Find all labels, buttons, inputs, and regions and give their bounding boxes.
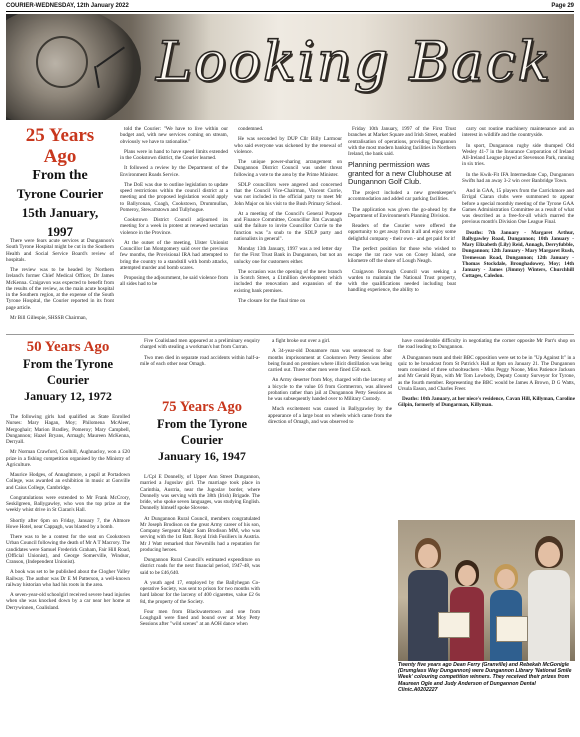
s75-paragraph: At Dungannon Rural Council, members congratulated Mr Joseph Brodison on the great Army career of his son, Company Sergeant Major Sam Brodison MM, who was serving with the 1st Batt. Royal Irish Fusiliers in Austria. Mr J Watt remarked that Newmills had a reputation for producing heroes. — [140, 515, 260, 553]
headline-75-line4: January 16, 1947 — [158, 449, 246, 463]
photo-person-2 — [450, 560, 484, 661]
s25-paragraph: SDLP councillors were angered and concerned that the Council Vice-Chairman, Vincent Currie, was not included in the official party to meet Mr John Major on his visit to the Bush Primary School. — [234, 181, 342, 207]
s75-paragraph: Dungannon Rural Council's estimated expenditure on district roads for the next financial period, 1947-48, was said to be £46,640. — [140, 557, 260, 576]
headline-50-line1: 50 Years Ago — [26, 339, 110, 355]
s50-paragraph: Maurice Hodges, of Annaghmore, a pupil at Portadown College, was awarded an exhibition in music at Gonville and Caius College, Cambridge. — [6, 472, 130, 491]
s25-column-5 — [462, 126, 574, 284]
s25-paragraph: The application was given the go-ahead by the Department of Environment's Planning Division. — [348, 206, 456, 219]
headline-25-line6: 1997 — [47, 224, 73, 239]
s25-paragraph: In sport, Dungannon rugby side thumped Old Wesley 41-7 in the Insurance Corporation of Ireland All-Ireland League played at Stevenson Park, running in six tries. — [462, 142, 574, 168]
s25-paragraph: It followed a review by the Department of the Environment Roads Service. — [120, 165, 228, 178]
banner-title: Looking Back — [156, 30, 553, 93]
s25-paragraph: At the outset of the meeting, Ulster Unionist Councillor Ian Montgomery said over the previous few months, the Provisional IRA had attempted to bring the country to a standstill with bomb attacks, attempted murder and bomb scares. — [120, 239, 228, 271]
section-divider — [6, 334, 574, 335]
headline-50-line2: From the Tyrone — [22, 357, 114, 371]
header-publication-date: COURIER-WEDNESDAY, 12th January 2022 — [6, 3, 129, 9]
s50-paragraph: have considerable difficulty in negotiating the corner opposite Mr Parr's shop on the road leading to Dungannon. — [398, 338, 575, 351]
s25-column-1 — [6, 238, 114, 325]
face — [458, 565, 476, 586]
s25-subheading: Planning permission was granted for a new Clubhouse at Dungannon Golf Club. — [348, 160, 452, 187]
s50-paragraph: Much excitement was caused in Ballygawley by the appearance of a large boat on wheels which came from the direction of Omagh, and was observed to — [268, 406, 392, 425]
torso — [528, 570, 570, 661]
headline-25-years — [6, 126, 114, 242]
s50-column-3 — [268, 338, 392, 429]
headline-75-years — [140, 398, 264, 465]
photo-person-4 — [528, 536, 570, 661]
s25-paragraph: condemned. — [238, 126, 264, 132]
s50-paragraph: Two men died in separate road accidents within half-a-mile of each other near Omagh. — [140, 354, 260, 367]
s50-paragraph: A seven-year-old schoolgirl received severe head injuries when she was knocked down by a car near her home at Derrywinnen, Coalisland. — [6, 592, 130, 611]
s25-paragraph: And in GAA, 15 players from the Carrickmore and Errigal Ciaran clubs were summoned to appear before a special monthly meeting of the Tyrone GAA Games Administration Committee as a result of what was described as a free-for-all which marred the previous month's Division One League Final. — [462, 188, 574, 226]
photo-certificate-right — [496, 616, 528, 642]
s25-paragraph: Proposing the adjournment, he said violence from all sides had to be — [120, 275, 228, 288]
headline-50-years — [6, 338, 130, 405]
s25-paragraph: The DoE was due to outline legislation to update speed restrictions within the council district at a meeting and the proposed legislation would apply to Ballyronan, Coagh, Cookstown, Drummullan, Pomeroy, Stewartstown and Tullyhogue. — [120, 181, 228, 213]
prize-winners-photo — [398, 520, 575, 661]
s25-column-4 — [348, 126, 456, 298]
s25-paragraph: The project included a new greenkeeper's accommodation and added car parking facilities. — [348, 190, 456, 203]
s25-paragraph: Friday 10th January, 1997 of the First Trust branches at Market Square and Irish Street, enabled centralisation of operations, providing Dungannon with the most modern banking facilities in Northern Ireland, the bank said. — [348, 126, 456, 157]
headline-50-line3: Courier — [46, 373, 90, 387]
s50-paragraph: Mr Norman Crawford, Coolhill, Aughnacloy, won a £20 prize in a fishing competition organised by the Ministry of Agriculture. — [6, 449, 130, 468]
looking-back-banner — [6, 14, 574, 120]
headline-75-line2: From the Tyrone — [156, 417, 248, 431]
s25-paragraph: Mr Bill Gillespie, SHSSB Chairman, — [10, 314, 87, 321]
face — [497, 569, 515, 589]
s50-paragraph: Five Coalisland men appeared at a preliminary enquiry charged with stealing a workman's hut from Curran. — [140, 338, 260, 351]
s25-paragraph: Cookstown District Council adjourned its meeting for a week in protest at renewed sectarian violence in the Province. — [120, 217, 228, 236]
headline-75-line1: 75 Years Ago — [161, 399, 242, 415]
s25-paragraph: Craigavon Borough Council was seeking a warden to maintain the National Trust property, with the qualifications needed including boat handling experience, the ability to — [348, 268, 456, 294]
s50-deaths: Deaths: 10th January, at her niece's residence, Cavan Hill, Killyman, Caroline Gilpin, formerly of Dungarman, Killyman. — [398, 396, 575, 409]
page-header — [0, 0, 580, 13]
s50-paragraph: Shortly after 6pm on Friday, January 7, the Altmore Howe Hotel, near Cappagh, was blasted by a bomb. — [6, 517, 130, 530]
headline-50-line4: January 12, 1972 — [24, 389, 112, 403]
s25-paragraph: The perfect position for those who wished to escape the rat race was on Coney Island, one kilometre off the shore of Lough Neagh. — [348, 245, 456, 265]
s75-paragraph: Four men from Blackwatertown and one from Loughgall were fined and bound over at Moy Petty Sessions after "wild scenes" at an AOH dance when — [140, 608, 260, 628]
headline-25-line1: 25 Years — [25, 125, 95, 146]
s50-column-1 — [6, 414, 130, 615]
s25-paragraph: carry out routine machinery maintenance and an interest in wildlife and the countryside. — [462, 126, 574, 139]
s25-paragraph: Readers of the Courier were offered the opportunity to get away from it all and enjoy some delightful company - their own - and get paid for it! — [348, 223, 456, 242]
face — [418, 544, 438, 568]
photo-person-1 — [408, 538, 448, 661]
s75-paragraph: A youth aged 17, employed by the Ballyhegan Co-operative Society, was sent to prison for two months with hard labour for the larceny of 400 cigarettes, value £2 6s 8d, the property of the Society. — [140, 579, 260, 605]
s25-paragraph: There were fears acute services at Dungannon's South Tyrone Hospital might be cut in the Southern Health and Social Service Board's review of hospitals. — [6, 238, 114, 263]
s50-column-2-top — [140, 338, 260, 371]
photo-person-3 — [490, 564, 522, 661]
s25-column-2 — [120, 126, 228, 292]
photo-certificate-left — [438, 612, 470, 638]
s25-paragraph: At a meeting of the Council's General Purpose and Finance Committee, Councillor Jim Cavanagh said the failure to invite Councillor Currie to the function was "a snub to the SDLP party and nationalists in general". — [234, 210, 342, 242]
s25-paragraph: told the Courier: "We have to live within our budget and, with new services coming on stream, obviously we have to rationalise." — [120, 126, 228, 145]
clock-image — [6, 14, 141, 120]
s25-column-3 — [234, 126, 342, 308]
s25-paragraph: Plans were in hand to have speed limits extended in the Cookstown district, the Courier learned. — [120, 148, 228, 161]
header-rule — [6, 11, 574, 12]
s50-paragraph: a fight broke out over a girl. — [272, 338, 331, 344]
s50-paragraph: There was to be a contest for the seat on Cookstown Urban Council following the death of Mr A T Macrory. The candidates were Samuel Frederick Graham, Fair Hill Road, (Official Unionist), and George Somerville, Windsor, Cranson, (Independent Unionist). — [6, 534, 130, 565]
s25-deaths: Deaths: 7th January - Margaret Arthur, Ballygawley Road, Dungannon; 10th January - Mary Elizabeth (Lily) Reid, Annagh, Derryfubble, Dungannon; 12th January - Mary Margaret Rush, Tremessan Road, Dungannon; 12th January - Thomas Stockdale, Broughadowey, Moy; 14th January - James (Jimmy) Winters, Churchhill Cottages, Caledon. — [462, 229, 574, 280]
face — [538, 542, 560, 567]
s25-paragraph: The closure for the final time on — [238, 297, 306, 304]
photo-caption: Twenty five years ago Dean Ferry (Granville) and Rebekah McGonigle (Drumglass Way Dungannon) were Dungannon Library 'National Smile Week' colouring competition winners. They received their prizes from Maureen Ogle and Judy Anderson of Dungannon Dental Clinic.A0202227 — [398, 662, 572, 693]
headline-25-line2: Ago — [43, 146, 77, 167]
s50-paragraph: A book was set to be published about the Clogher Valley Railway. The author was Dr E M Patterson, a well-known railway historian who had his roots in the area. — [6, 569, 130, 588]
s75-column — [140, 474, 260, 632]
headline-25-line3: From the — [32, 168, 88, 183]
s50-paragraph: Congratulations were extended to Mr Frank McCrory, Seskilgreen, Ballygawley, who won the top prize at the weekly whist drive in St Ciaran's Hall. — [6, 494, 130, 514]
header-page-number: Page 29 — [551, 3, 574, 9]
s25-paragraph: In the Kwik-Fit IFA Intermediate Cup, Dungannon Swifts had an away 3-2 win over Banbridge Town. — [462, 171, 574, 184]
s25-paragraph: Monday 13th January, 1997 was a red letter day for the First Trust Bank in Dungannon, but not an unlucky one for customers either. — [234, 246, 342, 265]
s25-paragraph: The review was to be headed by Northern Ireland's former Chief Medical Officer, Dr James McKenna. Craigavon was expected to benefit from the results of the review, as the main acute hospital in the Southern region, at the expense of the South Tyrone Hospital, the Courier reported in its front page article. — [6, 267, 114, 311]
s25-paragraph: He was seconded by DUP Cllr Billy Larmour who said everyone was sickened by the renewal of violence. — [234, 136, 342, 155]
s25-paragraph: The occasion was the opening of the new branch in Scotch Street, a £1million development which included the renovation and expansion of the existing bank premises. — [234, 268, 342, 294]
s50-paragraph: A 34-year-old Donamore man was sentenced to four months imprisonment at Cookstown Petty Sessions after being found on premises where illicit distillation was being carried out. Three other men were fined £50 each. — [268, 348, 392, 373]
s25-paragraph: The unique power-sharing arrangement on Dungannon District Council was under threat following a vote to the area by the Prime Minister. — [234, 159, 342, 178]
headline-75-line3: Courier — [180, 433, 224, 447]
s50-paragraph: A Dungannon team and their BBC opposition were set to be in "Up Against It" in a quiz to be broadcast from St Patrick's Hall at 8pm on January 21. The Dungannon team consisted of three schoolteachers - Miss Peggy Noone, Miss Patience Jackson and Mr Gerald Ryan, with Mr Tom Lowbody, Deputy County Surveyor for Tyrone, as the fourth member. Representing the BBC would be James A Brown, D G Watts, Ursula Eason, and Charles Freer. — [398, 354, 575, 392]
s50-paragraph: The following girls had qualified as State Enrolled Nurses: Mary Hagan, Moy; Philomena McAleer, Mergoghair; Marion Bradley, Pomeroy; Mary Campbell, Dungannon; Hazel Bryans, Armagh; Maureen McKenna, Derryall. — [6, 414, 130, 445]
s50-column-4 — [398, 338, 575, 413]
s75-paragraph: L/Cpl E Donnelly, of Upper Ann Street Dungannon, married a Jugoslav girl. The marriage took place in Carinthia, Austria, near the Jugoslav border, where Donnelly was serving with the 38th (Irish) Brigade. The bride, who spoke seven languages, was studying English. Donnelly himself spoke Slovene. — [140, 474, 260, 512]
headline-25-line4: Tyrone Courier — [16, 186, 104, 201]
headline-25-line5: 15th January, — [21, 205, 99, 220]
s50-paragraph: An Army deserter from Moy, charged with the larceny of a bicycle to the value £6 from Gortmerron, was allowed probation rather than jail at Dungannon Petty Sessions as he was subsequently handed over to Military Custody. — [268, 377, 392, 402]
